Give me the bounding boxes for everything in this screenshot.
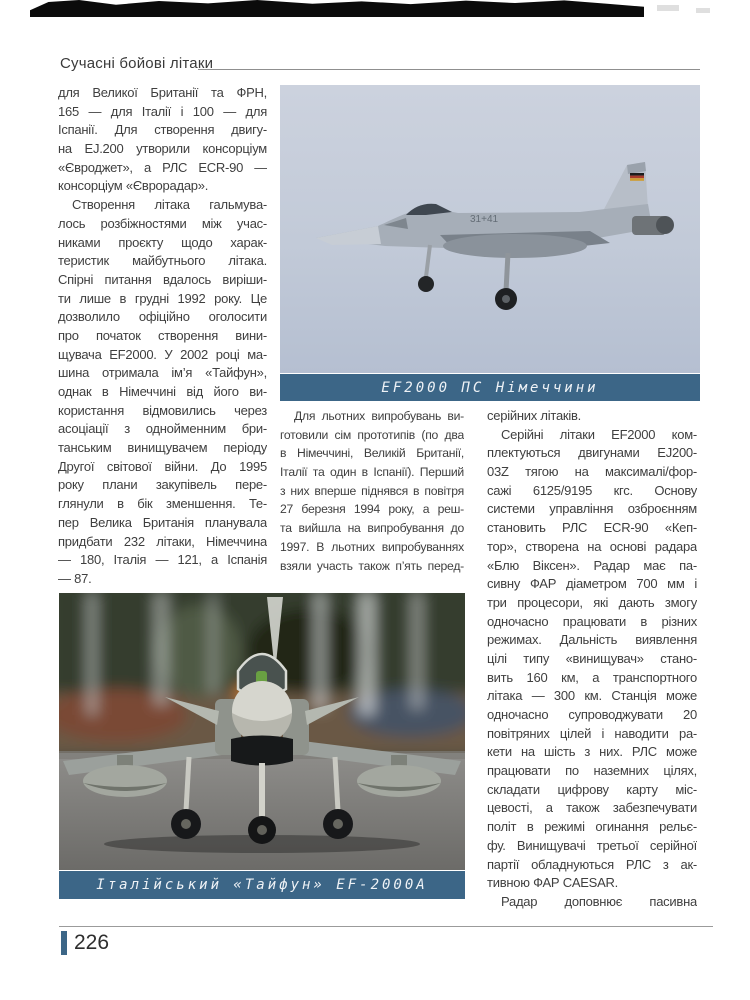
text-line: Для льотних випробувань ви- [294, 409, 464, 423]
article-column-middle [280, 407, 464, 575]
text-line: партії обладнуються РЛС з ак- [487, 856, 697, 872]
text-line: Другої світової війни. До 1995 [58, 458, 267, 474]
text-line: — 180, Італія — 121, а Іспанія [58, 552, 267, 568]
text-line: для Великої Британії та ФРН, [58, 85, 267, 100]
text-line: три процесори, які дають змогу [487, 594, 697, 610]
text-line: лось розбіжностями між учас- [58, 215, 267, 231]
text-line: фу. Винищувачі третьої серійної [487, 837, 697, 853]
text-line: цевості, а також забезпечувати [487, 800, 697, 816]
text-line: однак в Німеччині від його ви- [58, 384, 267, 399]
text-line: Іспанії. Для створення двигу- [58, 122, 267, 138]
text-line: на EJ.200 утворили консорціум [58, 141, 267, 157]
text-line: готовили сім прототипів (по два [280, 427, 464, 442]
text-line: 165 — для Італії і 100 — для [58, 103, 267, 119]
scan-artifact-bar [30, 0, 644, 17]
text-line: Створення літака гальмува- [72, 197, 267, 213]
text-line: пер Велика Британія планувала [58, 514, 267, 530]
text-line: «Блю Віксен». Радар має па- [487, 557, 697, 573]
photo-typhoon-front-view [59, 593, 465, 870]
text-line: глянули в бік зменшення. Те- [58, 496, 267, 512]
text-line: «Євроджет», а РЛС ECR-90 — [58, 159, 267, 175]
text-line: повітряних цілей і наводити ра- [487, 725, 697, 741]
text-line: становить РЛС ECR-90 «Кеп- [487, 520, 697, 536]
page-number-accent-bar [61, 931, 67, 955]
text-line: теристик майбутнього літака. [58, 253, 267, 269]
text-line: працювати по наземних цілях, [487, 763, 697, 779]
text-line: — 87. [58, 570, 92, 586]
aircraft-marking: 31+41 [470, 214, 499, 225]
ef2000-flight-illustration [280, 85, 700, 373]
text-line: тор», створена на основі радара [487, 538, 697, 554]
text-line: одночасно працювати в різних [487, 613, 697, 629]
text-line: режимах. Дальність виявлення [487, 632, 697, 648]
text-line: Спірні питання вдалось виріши- [58, 271, 267, 287]
text-line: танським винищувачем періоду [58, 440, 267, 456]
text-line: серійних літаків. [487, 408, 582, 423]
photo-caption-bottom: Італійський «Тайфун» EF-2000A [96, 877, 428, 893]
article-column-left [58, 84, 267, 589]
text-line: кети на шість з них. РЛС може [487, 744, 697, 760]
scan-artifact-mark [696, 8, 710, 13]
text-line: з них вперше піднявся в повітря [280, 483, 464, 498]
text-line: 27 березня 1994 року, а реш- [280, 502, 464, 517]
text-line: Італії та один в Іспанії). Перший [280, 465, 464, 480]
text-line: сажі 6125/9195 кгс. Основу [487, 482, 697, 498]
text-line: плектуються двигунами EJ200- [487, 445, 697, 461]
section-header: Сучасні бойові літаки [60, 55, 214, 72]
text-line: літака — 300 км. Станція може [487, 688, 697, 704]
text-line: ти лише в грудні 1992 року. Це [58, 290, 267, 306]
text-line: асоціації з однойменним бри- [58, 421, 267, 437]
photo-caption-bar-top [280, 374, 700, 401]
text-line: консорціум «Єврорадар». [58, 178, 209, 194]
text-line: користання відмовились через [58, 402, 267, 418]
text-line: дозволило офіційно оголосити [58, 309, 267, 325]
text-line: взяли участь також п’ять перед- [280, 558, 464, 573]
text-line: системи управління озброєнням [487, 501, 697, 517]
scan-artifact-mark [657, 5, 679, 11]
text-line: в Німеччині, Великій Британії, [280, 446, 464, 461]
typhoon-front-illustration [59, 593, 465, 870]
photo-caption-bar-bottom [59, 871, 465, 899]
page-number: 226 [74, 931, 110, 954]
header-rule [198, 69, 700, 70]
text-line: Радар доповнює пасивна [501, 893, 697, 909]
text-line: складати цифрову карту міс- [487, 781, 697, 797]
text-line: шина отримала ім’я «Тайфун», [58, 365, 267, 381]
text-line: вить 160 км, а транспортного [487, 669, 697, 685]
text-line: одночасно супроводжувати 20 [487, 707, 697, 722]
text-line: політ в режимі огинання рельє- [487, 819, 697, 835]
text-line: року плани закупівель пере- [58, 477, 267, 493]
text-line: про початок створення вини- [58, 327, 267, 343]
text-line: Серійні літаки EF2000 ком- [501, 426, 697, 442]
photo-ef2000-in-flight [280, 85, 700, 373]
text-line: цілі типу «винищувач» стано- [487, 650, 697, 666]
text-line: 1997. В льотних випробуваннях [280, 539, 464, 554]
text-line: никами проєкту щодо харак- [58, 234, 267, 250]
photo-caption-top: EF2000 ПС Німеччини [381, 379, 599, 396]
text-line: та вийшла на випробування до [280, 521, 464, 536]
text-line: 03Z тягою на максималі/фор- [487, 464, 697, 480]
text-line: сивну ФАР діаметром 700 мм і [487, 576, 697, 592]
article-column-right [487, 407, 697, 912]
text-line: придбати 232 літаки, Німеччина [58, 533, 267, 549]
text-line: щувача EF2000. У 2002 році ма- [58, 346, 267, 362]
footer-rule [59, 926, 713, 927]
text-line: тивною ФАР CAESAR. [487, 875, 619, 891]
